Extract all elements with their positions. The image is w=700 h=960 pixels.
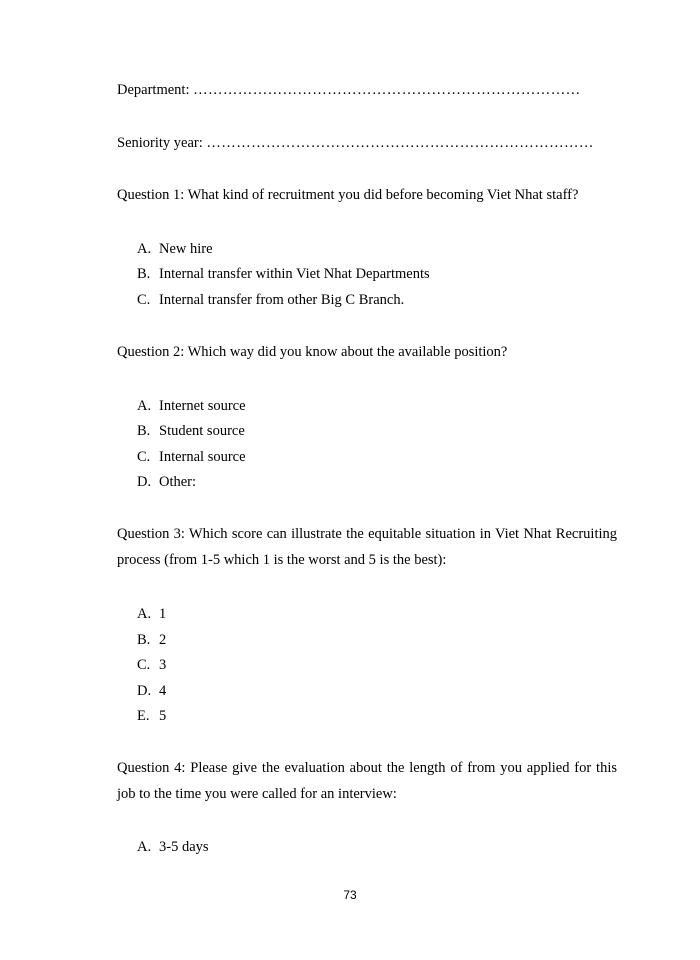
question-3-text: Question 3: Which score can illustrate the equitable situation in Viet Nhat Recruiting process (from 1-5 which 1 is the worst and 5 is the best): <box>117 526 617 568</box>
question-4-text: Question 4: Please give the evaluation about the length of from you applied for this job to the time you were called for an interview: <box>117 760 617 802</box>
option-letter: C. <box>137 449 151 465</box>
option-text: 3-5 days <box>159 839 209 855</box>
option-text: Student source <box>159 423 245 439</box>
option-letter: B. <box>137 423 151 439</box>
department-field <box>117 81 581 99</box>
option-letter: D. <box>137 683 152 699</box>
q3-option-c <box>137 656 166 674</box>
q1-option-b <box>137 265 430 283</box>
department-label: Department: <box>117 82 190 98</box>
option-letter: C. <box>137 292 151 308</box>
q2-option-a <box>137 397 246 415</box>
option-text: New hire <box>159 241 213 257</box>
q2-option-d <box>137 473 196 491</box>
option-letter: D. <box>137 474 152 490</box>
q3-option-a <box>137 605 166 623</box>
option-text: Internet source <box>159 398 246 414</box>
q1-option-c <box>137 291 404 309</box>
question-1-text: Question 1: What kind of recruitment you did before becoming Viet Nhat staff? <box>117 187 579 203</box>
q3-option-d <box>137 682 166 700</box>
seniority-label: Seniority year: <box>117 135 203 151</box>
seniority-field <box>117 134 594 152</box>
option-letter: B. <box>137 632 151 648</box>
option-letter: A. <box>137 839 152 855</box>
option-text: Internal transfer from other Big C Branch. <box>159 292 405 308</box>
option-letter: A. <box>137 606 152 622</box>
option-text: 2 <box>159 632 167 648</box>
option-text: 5 <box>159 708 167 724</box>
option-text: Internal transfer within Viet Nhat Departments <box>159 266 430 282</box>
q1-option-a <box>137 240 213 258</box>
option-text: Internal source <box>159 449 246 465</box>
option-letter: A. <box>137 398 152 414</box>
option-text: 4 <box>159 683 167 699</box>
seniority-blank: …………………………………………………………………… <box>206 135 594 151</box>
q2-option-c <box>137 448 246 466</box>
option-letter: E. <box>137 708 150 724</box>
q3-option-b <box>137 631 166 649</box>
q3-option-e <box>137 707 166 725</box>
q2-option-b <box>137 422 245 440</box>
option-letter: A. <box>137 241 152 257</box>
option-letter: B. <box>137 266 151 282</box>
option-text: Other: <box>159 474 197 490</box>
option-text: 3 <box>159 657 167 673</box>
page-number: 73 <box>343 888 357 902</box>
question-2-text: Question 2: Which way did you know about the available position? <box>117 344 508 360</box>
option-text: 1 <box>159 606 167 622</box>
department-blank: …………………………………………………………………… <box>193 82 581 98</box>
q4-option-a <box>137 838 209 856</box>
option-letter: C. <box>137 657 151 673</box>
